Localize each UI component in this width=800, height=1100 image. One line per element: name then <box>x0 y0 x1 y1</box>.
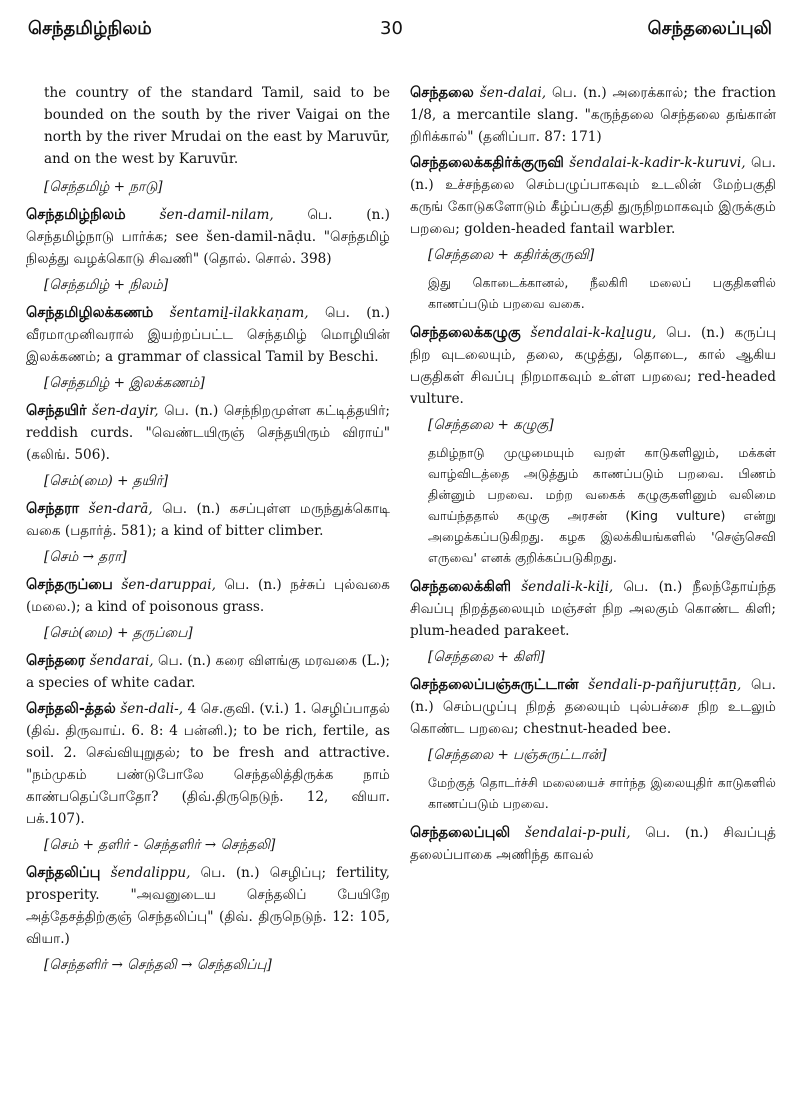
entry-definition: பெ. (n.) கசப்புள்ள மருந்துக்கொடி வகை (பதார்த். 581); a kind of bitter climber. <box>26 501 390 539</box>
entry-transliteration: šen-darā, <box>88 501 153 517</box>
entry-etymology: [செந்தமிழ் + இலக்கணம்] <box>44 375 205 391</box>
entry-transliteration: šendalai-k-kaḻugu, <box>530 325 657 341</box>
entry-headword: செந்தலிப்பு <box>26 865 101 881</box>
entry-transliteration: šendali-p-pañjuruṭṭāṉ, <box>588 677 742 693</box>
entry-headword: செந்தலைப்பஞ்சுருட்டான் <box>410 677 579 693</box>
entry-etymology: [செந்தலை + கிளி] <box>428 649 545 665</box>
dictionary-entry <box>26 650 390 694</box>
entry-transliteration: šendalippu, <box>110 865 191 881</box>
entry-definition: பெ. (n.) செந்நிறமுள்ள கட்டித்தயிர்; reddish curds. "வெண்டயிருஞ் செந்தயிரும் விராய்" (கலிங். 506). <box>26 403 390 463</box>
dictionary-entry <box>26 302 390 368</box>
entry-definition: பெ. (n.) நீலந்தோய்ந்த சிவப்பு நிறத்தலையும் மஞ்சள் நிற அலகும் கொண்ட கிளி; plum-headed parakeet. <box>410 579 777 639</box>
dictionary-entry <box>26 698 390 830</box>
dictionary-entry <box>26 498 390 542</box>
dictionary-entry <box>26 400 390 466</box>
entry-transliteration: šendarai, <box>89 653 154 669</box>
header-left-guideword: செந்தமிழ்நிலம் <box>28 18 152 39</box>
entry-headword: செந்தயிர் <box>26 403 87 419</box>
entry-definition: பெ. (n.) கரை விளங்கு மரவகை (L.); a species of white cadar. <box>26 653 391 691</box>
dictionary-entry <box>410 82 776 148</box>
entry-transliteration: šendalai-k-kadir-k-kuruvi, <box>569 155 746 171</box>
entry-etymology: [செம் → தரா] <box>44 549 127 565</box>
entry-definition: பெ. (n.) வீரமாமுனிவரால் இயற்றப்பட்ட செந்தமிழ் மொழியின் இலக்கணம்; a grammar of classical Tamil by Beschi. <box>26 305 390 365</box>
entry-note: இது கொடைக்கானல், நீலகிரி மலைப் பகுதிகளில் காணப்படும் பறவை வகை. <box>428 275 776 311</box>
dictionary-entry <box>26 204 390 270</box>
entry-headword: செந்தலைக்கிளி <box>410 579 512 595</box>
entry-definition: பெ. (n.) நச்சுப் புல்வகை (மலை.); a kind of poisonous grass. <box>26 577 390 615</box>
continued-entry-text: the country of the standard Tamil, said to be bounded on the south by the river Vaigai on the north by the river Mrudai on the east by Maruvūr, and on the west by Karuvūr. <box>44 85 390 167</box>
continued-entry-etymology: [செந்தமிழ் + நாடு] <box>44 179 163 195</box>
entry-headword: செந்தமிழ்நிலம் <box>26 207 126 223</box>
entry-etymology: [செந்தலை + கழுகு] <box>428 417 554 433</box>
entry-transliteration: šendalai-p-puli, <box>524 825 631 841</box>
entry-etymology: [செந்தலை + கதிர்க்குருவி] <box>428 247 595 263</box>
entry-definition: பெ. (n.) சிவப்புத் தலைப்பாகை அணிந்த காவல் <box>410 825 776 863</box>
entry-headword: செந்தருப்பை <box>26 577 113 593</box>
dictionary-entry <box>410 822 776 866</box>
entry-headword: செந்தலை <box>410 85 474 101</box>
entry-definition: பெ. (n.) உச்சந்தலை செம்பழுப்பாகவும் உடலின் மேற்பகுதி கருங் கோடுகளோடும் கீழ்ப்பகுதி துருநிறமாகவும் இருக்கும் பறவை; golden-headed fantail warbler. <box>410 155 777 237</box>
entry-transliteration: šen-daruppai, <box>121 577 216 593</box>
left-column <box>26 82 390 982</box>
entry-definition: பெ. (n.) செழிப்பு; fertility, prosperity. "அவனுடைய செந்தலிப் பேயிறே அத்தேசத்திற்குஞ் செந்தலிப்பு" (திவ். திருநெடுந். 12: 105, வியா.) <box>26 865 390 947</box>
page-number: 30 <box>380 18 403 39</box>
entry-headword: செந்தலி-த்தல் <box>26 701 116 717</box>
dictionary-entry <box>26 574 390 618</box>
dictionary-entry <box>410 576 776 642</box>
entry-etymology: [செந்தமிழ் + நிலம்] <box>44 277 169 293</box>
entry-headword: செந்தலைக்கதிர்க்குருவி <box>410 155 564 171</box>
entry-definition: பெ. (n.) செந்தமிழ்நாடு பார்க்க; see šen-damil-nāḍu. "செந்தமிழ் நிலத்து வழக்கொடு சிவணி" (தொல். சொல். 398) <box>26 207 390 267</box>
entry-note: மேற்குத் தொடர்ச்சி மலையைச் சார்ந்த இலையுதிர் காடுகளில் காணப்படும் பறவை. <box>428 775 776 811</box>
entry-headword: செந்தலைப்புலி <box>410 825 511 841</box>
entry-transliteration: šen-damil-nilam, <box>159 207 274 223</box>
entry-etymology: [செம்(மை) + தயிர்] <box>44 473 169 489</box>
entry-transliteration: šentamiḻ-ilakkaṇam, <box>169 305 309 321</box>
entry-headword: செந்தமிழிலக்கணம் <box>26 305 154 321</box>
entry-transliteration: šen-dalai, <box>479 85 547 101</box>
entry-transliteration: šen-dayir, <box>92 403 159 419</box>
entry-headword: செந்தலைக்கழுகு <box>410 325 521 341</box>
dictionary-entry <box>26 862 390 950</box>
entry-definition: பெ. (n.) கருப்பு நிற வுடலையும், தலை, கழுத்து, தொடை, கால் ஆகிய பகுதிகள் சிவப்பு நிறமாகவும் உள்ள பறவை; red-headed vulture. <box>410 325 776 407</box>
right-column <box>410 82 776 870</box>
entry-definition: 4 செ.குவி. (v.i.) 1. செழிப்பாதல் (திவ். திருவாய். 6. 8: 4 பன்னி.); to be rich, fertile, as soil. 2. செவ்வியுறுதல்; to be fresh and attractive. "நம்முகம் பண்டுபோலே செந்தலித்திருக்க நாம் காண்பதெப்போதோ? (திவ்.திருநெடுந். 12, வியா. பக்.107). <box>26 701 390 827</box>
entry-transliteration: šendali-k-kiḻi, <box>521 579 614 595</box>
entry-etymology: [செம் + தளிர் - செந்தளிர் → செந்தலி] <box>44 837 276 853</box>
entry-etymology: [செந்தளிர் → செந்தலி → செந்தலிப்பு] <box>44 957 272 973</box>
entry-headword: செந்தரை <box>26 653 86 669</box>
entry-etymology: [செம்(மை) + தருப்பை] <box>44 625 193 641</box>
header-right-guideword: செந்தலைப்புலி <box>647 18 772 39</box>
dictionary-entry <box>410 152 776 240</box>
entry-etymology: [செந்தலை + பஞ்சுருட்டான்] <box>428 747 607 763</box>
entry-definition: பெ. (n.) அரைக்கால்; the fraction 1/8, a mercantile slang. "கருந்தலை செந்தலை தங்கான் றிரிக்கால்" (தனிப்பா. 87: 171) <box>410 85 777 145</box>
entry-headword: செந்தரா <box>26 501 80 517</box>
entry-transliteration: šen-dali-, <box>120 701 184 717</box>
entry-definition: பெ. (n.) செம்பழுப்பு நிறத் தலையும் புல்பச்சை நிற உடலும் கொண்ட பறவை; chestnut-headed bee. <box>410 677 776 737</box>
dictionary-entry <box>410 674 776 740</box>
dictionary-entry <box>410 322 776 410</box>
entry-note: தமிழ்நாடு முழுமையும் வறள் காடுகளிலும், மக்கள் வாழ்விடத்தை அடுத்தும் காணப்படும் பறவை. பிணம் தின்னும் பறவை. மற்ற வகைக் கழுகுகளினும் வலிமை வாய்ந்ததால் கழுகு அரசன் (King vulture) என்று அழைக்கப்படுகிறது. கழக இலக்கியங்களில் 'செஞ்செவி எருவை' எனக் குறிக்கப்படுகிறது. <box>428 445 776 565</box>
